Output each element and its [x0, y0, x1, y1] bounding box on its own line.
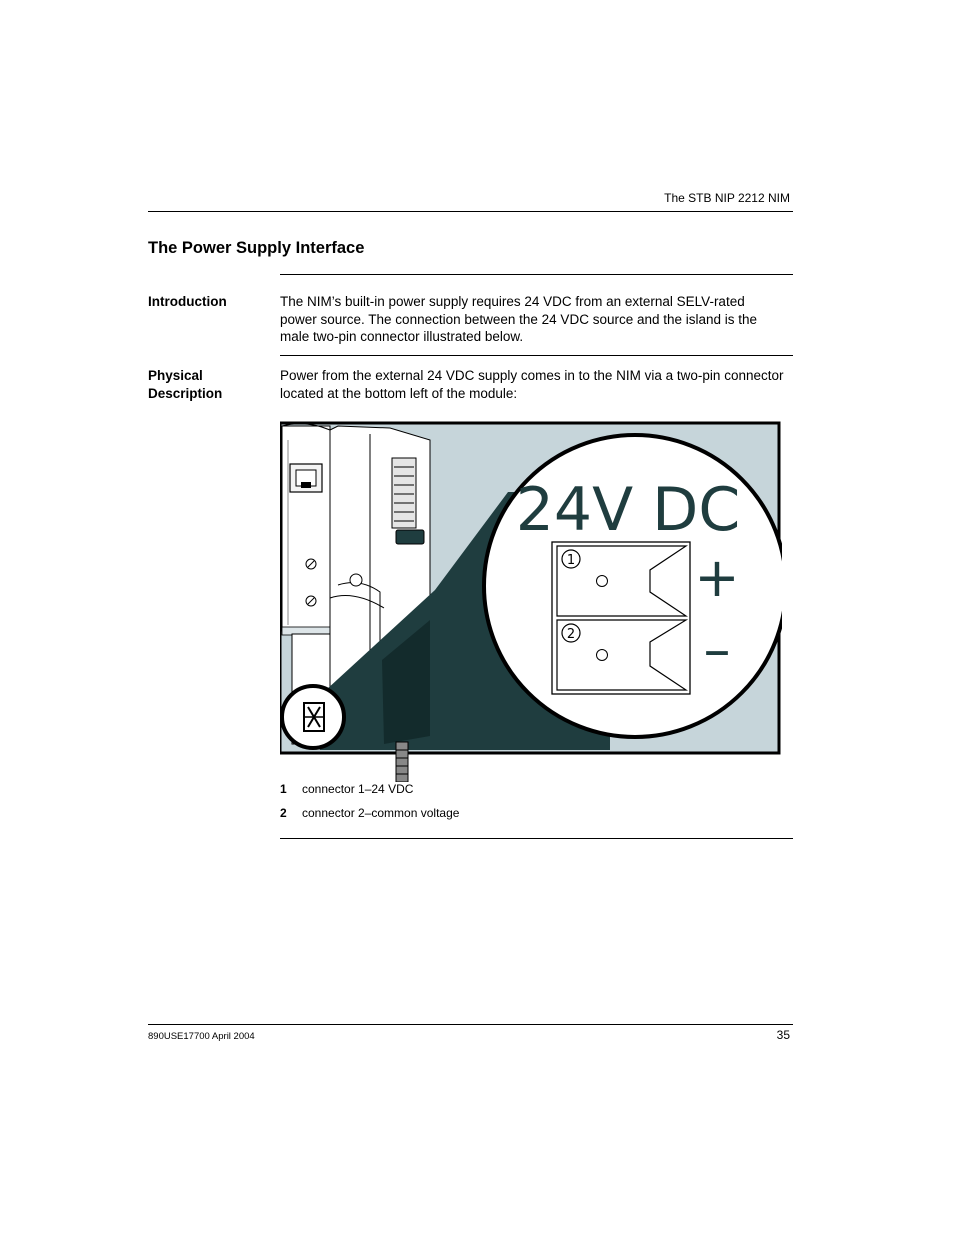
physical-label-line: Physical	[148, 368, 203, 383]
legend-rule	[280, 838, 793, 839]
page-number: 35	[776, 1028, 790, 1042]
pin2-hole	[597, 650, 608, 661]
pin1-marker: 1	[566, 553, 576, 568]
led-strip-icon	[392, 458, 416, 528]
latch-icon	[350, 574, 362, 586]
plus-symbol: +	[694, 546, 740, 609]
legend-number: 2	[280, 806, 287, 820]
power-cable-icon	[396, 742, 408, 782]
power-connector-figure	[280, 420, 782, 782]
introduction-rule	[280, 355, 793, 356]
footer-rule	[148, 1024, 793, 1025]
legend-number: 1	[280, 782, 287, 796]
physical-line: Power from the external 24 VDC supply comes in to the NIM via a two-pin connector	[280, 368, 784, 383]
minus-symbol: –	[703, 618, 731, 681]
legend-item	[280, 782, 413, 796]
ethernet-port-icon	[290, 464, 322, 492]
label-plate	[396, 530, 424, 544]
physical-description-label	[148, 367, 222, 403]
introduction-label: Introduction	[148, 294, 227, 309]
footer-doc-ref: 890USE17700 April 2004	[148, 1031, 255, 1042]
voltage-label: 24V DC	[515, 475, 741, 545]
running-header: The STB NIP 2212 NIM	[664, 191, 790, 205]
legend-text: connector 1–24 VDC	[302, 782, 414, 796]
introduction-line: male two-pin connector illustrated below.	[280, 329, 524, 344]
physical-label-line: Description	[148, 386, 223, 401]
pin1-hole	[597, 576, 608, 587]
magnified-connector-view	[484, 435, 782, 737]
pin2-marker: 2	[566, 627, 576, 642]
connector-highlight-circle	[282, 686, 344, 748]
physical-line: located at the bottom left of the module:	[280, 385, 518, 401]
introduction-line: power source. The connection between the 24 VDC source and the island is the	[280, 311, 758, 327]
introduction-text	[280, 293, 795, 346]
legend-text: connector 2–common voltage	[302, 806, 460, 820]
physical-description-text	[280, 367, 795, 402]
introduction-line: The NIM’s built-in power supply requires 24 VDC from an external SELV-rated	[280, 294, 745, 309]
section-title: The Power Supply Interface	[148, 239, 365, 257]
section-rule	[280, 274, 793, 275]
legend-item	[280, 806, 459, 820]
header-rule	[148, 211, 793, 212]
